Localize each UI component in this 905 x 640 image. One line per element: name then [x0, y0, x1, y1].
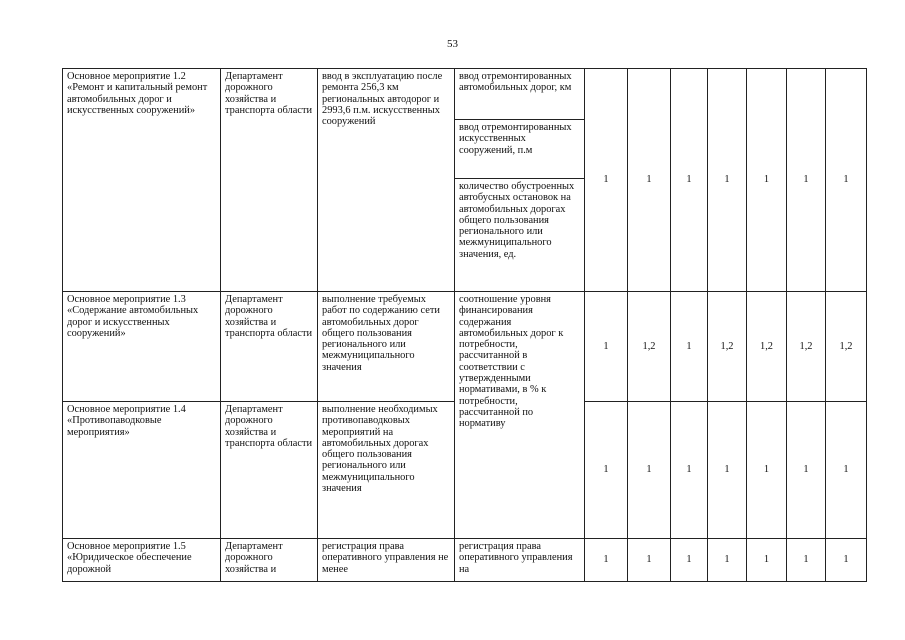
value-cell: 1	[787, 402, 826, 539]
value-cell: 1	[671, 292, 708, 402]
value-cell: 1	[747, 539, 787, 582]
event-cell: Основное мероприятие 1.2 «Ремонт и капитальный ремонт автомобильных дорог и искусственных сооружений»	[63, 69, 221, 292]
indicator-cell: соотношение уровня финансирования содержания автомобильных дорог к потребности, рассчитанной в соответствии с утвержденными нормативами, в % к потребности, рассчитанной по нормативу	[455, 292, 585, 539]
result-cell: выполнение необходимых противопаводковых мероприятий на автомобильных дорогах общего пользования регионального или межмуниципального значения	[318, 402, 455, 539]
value-cell: 1	[671, 69, 708, 292]
program-table	[62, 68, 867, 582]
executor-cell: Департамент дорожного хозяйства и	[221, 539, 318, 582]
result-cell: регистрация права оперативного управления не менее	[318, 539, 455, 582]
value-cell: 1,2	[747, 292, 787, 402]
value-cell: 1	[708, 539, 747, 582]
value-cell: 1	[708, 402, 747, 539]
value-cell: 1,2	[787, 292, 826, 402]
value-cell: 1	[628, 69, 671, 292]
event-cell: Основное мероприятие 1.3 «Содержание автомобильных дорог и искусственных сооружений»	[63, 292, 221, 402]
value-cell: 1	[585, 539, 628, 582]
table-row	[63, 292, 867, 402]
event-cell: Основное мероприятие 1.5 «Юридическое обеспечение дорожной	[63, 539, 221, 582]
indicator-cell: ввод отремонтированных автомобильных дорог, км	[455, 69, 585, 120]
event-cell: Основное мероприятие 1.4 «Противопаводковые мероприятия»	[63, 402, 221, 539]
executor-cell: Департамент дорожного хозяйства и транспорта области	[221, 69, 318, 292]
value-cell: 1,2	[826, 292, 867, 402]
value-cell: 1	[708, 69, 747, 292]
executor-cell: Департамент дорожного хозяйства и транспорта области	[221, 292, 318, 402]
value-cell: 1	[585, 69, 628, 292]
indicator-cell: количество обустроенных автобусных остановок на автомобильных дорогах общего пользования регионального или межмуниципального значения, ед.	[455, 179, 585, 292]
value-cell: 1	[826, 539, 867, 582]
value-cell: 1	[826, 69, 867, 292]
value-cell: 1	[826, 402, 867, 539]
value-cell: 1	[585, 402, 628, 539]
value-cell: 1	[585, 292, 628, 402]
value-cell: 1	[628, 402, 671, 539]
table-row	[63, 539, 867, 582]
value-cell: 1	[628, 539, 671, 582]
value-cell: 1	[747, 69, 787, 292]
page-number: 53	[447, 38, 458, 50]
value-cell: 1	[671, 402, 708, 539]
value-cell: 1	[671, 539, 708, 582]
executor-cell: Департамент дорожного хозяйства и транспорта области	[221, 402, 318, 539]
result-cell: ввод в эксплуатацию после ремонта 256,3 км региональных автодорог и 2993,6 п.м. искусственных сооружений	[318, 69, 455, 292]
value-cell: 1	[787, 69, 826, 292]
result-cell: выполнение требуемых работ по содержанию сети автомобильных дорог общего пользования регионального или межмуниципального значения	[318, 292, 455, 402]
indicator-cell: ввод отремонтированных искусственных сооружений, п.м	[455, 120, 585, 179]
value-cell: 1,2	[708, 292, 747, 402]
indicator-cell: регистрация права оперативного управления на	[455, 539, 585, 582]
value-cell: 1,2	[628, 292, 671, 402]
table-row	[63, 69, 867, 120]
value-cell: 1	[747, 402, 787, 539]
value-cell: 1	[787, 539, 826, 582]
